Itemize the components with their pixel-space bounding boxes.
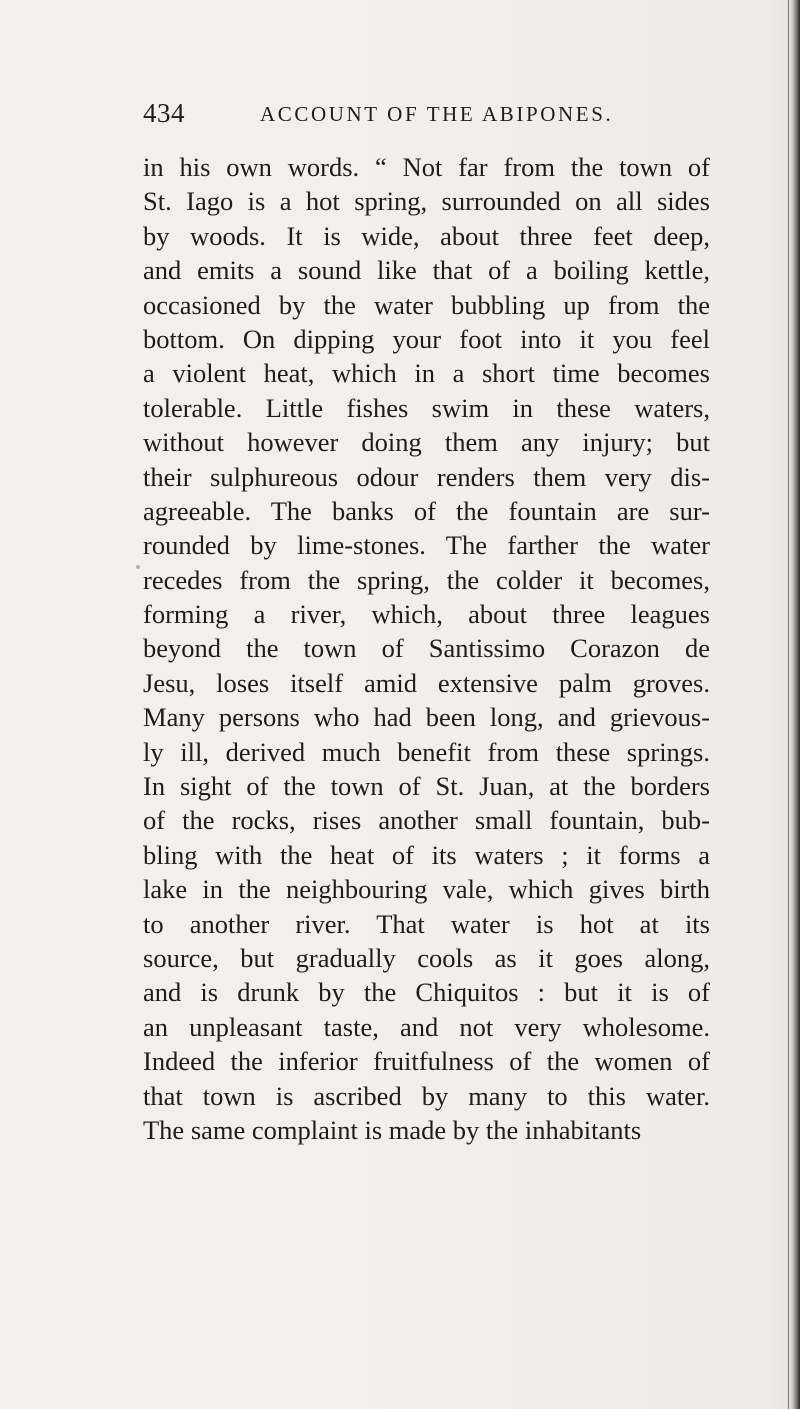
text-line: of the rocks, rises another small fountain, bub-: [143, 805, 710, 836]
text-line: lake in the neighbouring vale, which gives birth: [143, 874, 710, 905]
page-edge-shadow: [786, 0, 800, 1409]
text-line: their sulphureous odour renders them very dis-: [143, 461, 710, 492]
body-text: [143, 150, 710, 1147]
text-line: an unpleasant taste, and not very wholesome.: [143, 1011, 710, 1042]
page-header: [143, 96, 703, 130]
paper-speck: [136, 565, 140, 569]
text-line: beyond the town of Santissimo Corazon de: [143, 633, 710, 664]
text-line: and emits a sound like that of a boiling kettle,: [143, 255, 710, 286]
text-line: St. Iago is a hot spring, surrounded on all sides: [143, 186, 710, 217]
text-line: occasioned by the water bubbling up from the: [143, 289, 710, 320]
text-line: forming a river, which, about three leagues: [143, 599, 710, 630]
text-line: without however doing them any injury; but: [143, 427, 710, 458]
text-line: and is drunk by the Chiquitos : but it is of: [143, 977, 710, 1008]
text-line: Indeed the inferior fruitfulness of the women of: [143, 1046, 710, 1077]
text-line: source, but gradually cools as it goes along,: [143, 942, 710, 973]
text-line: Jesu, loses itself amid extensive palm groves.: [143, 667, 710, 698]
text-line: recedes from the spring, the colder it becomes,: [143, 564, 710, 595]
text-line: bling with the heat of its waters ; it forms a: [143, 839, 710, 870]
text-line: The same complaint is made by the inhabitants: [143, 1114, 642, 1145]
text-line: ly ill, derived much benefit from these springs.: [143, 736, 710, 767]
text-line: tolerable. Little fishes swim in these waters,: [143, 392, 710, 423]
text-line: Many persons who had been long, and grievous-: [143, 702, 710, 733]
text-line: bottom. On dipping your foot into it you feel: [143, 323, 710, 354]
text-line: rounded by lime-stones. The farther the water: [143, 530, 710, 561]
running-head: ACCOUNT OF THE ABIPONES.: [260, 102, 614, 126]
text-line: a violent heat, which in a short time becomes: [143, 358, 710, 389]
page-number: 434: [143, 98, 185, 128]
text-line: that town is ascribed by many to this water.: [143, 1080, 710, 1111]
text-line: to another river. That water is hot at its: [143, 908, 710, 939]
text-line: In sight of the town of St. Juan, at the borders: [143, 771, 710, 802]
text-line: in his own words. “ Not far from the town of: [143, 152, 710, 182]
text-line: agreeable. The banks of the fountain are sur-: [143, 495, 710, 526]
text-line: by woods. It is wide, about three feet deep,: [143, 220, 710, 251]
